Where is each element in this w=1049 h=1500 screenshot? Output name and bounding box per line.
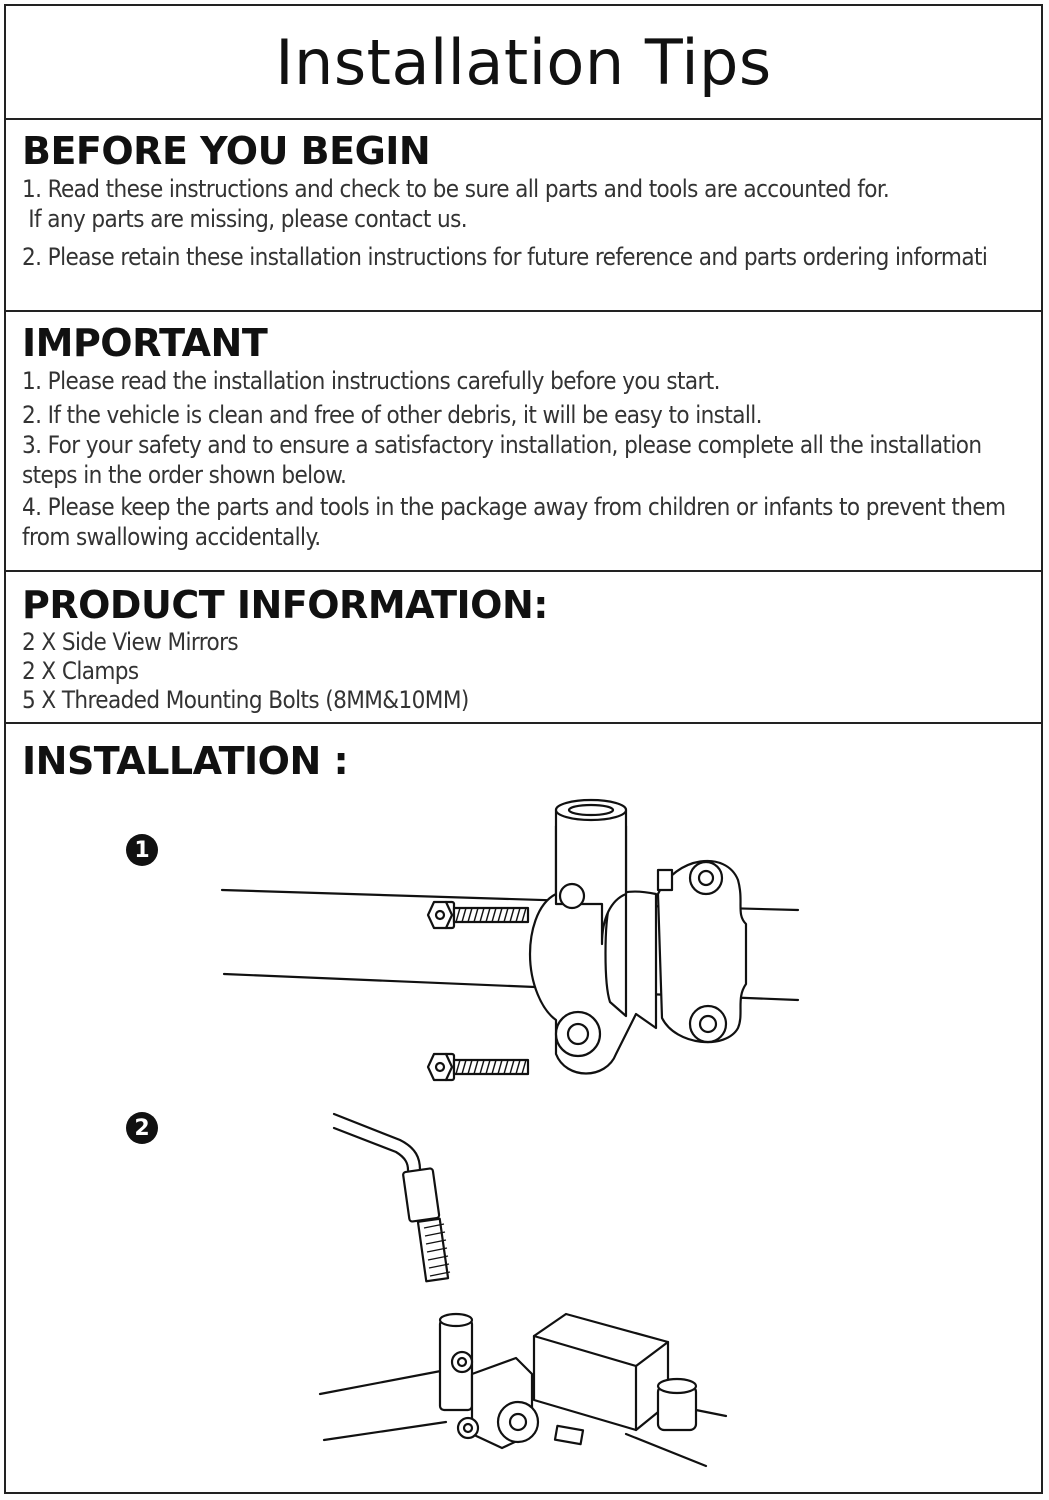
bolt-upper-icon [428, 902, 528, 928]
important-item-1: 1. Please read the installation instructions carefully before you start. [22, 367, 720, 395]
product-information-section [6, 572, 1041, 724]
page-title: Installation Tips [275, 25, 772, 99]
product-item-clamps: 2 X Clamps [22, 657, 139, 685]
before-you-begin-section [6, 120, 1041, 312]
instruction-sheet [4, 4, 1043, 1494]
step-1-badge: 1 [126, 834, 158, 866]
before-you-begin-heading: BEFORE YOU BEGIN [22, 129, 431, 173]
step-2-badge: 2 [126, 1112, 158, 1144]
clamp-bolt-diagram [206, 784, 826, 1094]
important-heading: IMPORTANT [22, 321, 268, 365]
important-section [6, 312, 1041, 572]
product-item-bolts: 5 X Threaded Mounting Bolts (8MM&10MM) [22, 686, 469, 714]
mirror-mount-diagram [306, 1104, 746, 1494]
installation-section [6, 724, 1041, 1494]
before-item-1-continued: If any parts are missing, please contact us. [22, 205, 468, 233]
important-item-3: 3. For your safety and to ensure a satisfactory installation, please complete all the installation steps in the order shown below. [22, 431, 982, 489]
installation-heading: INSTALLATION : [22, 739, 349, 783]
before-item-1: 1. Read these instructions and check to be sure all parts and tools are accounted for. [22, 175, 890, 203]
product-item-mirrors: 2 X Side View Mirrors [22, 628, 238, 656]
product-information-heading: PRODUCT INFORMATION: [22, 583, 548, 627]
important-item-4: 4. Please keep the parts and tools in the package away from children or infants to prevent them from swallowing accidentally. [22, 493, 1006, 551]
bolt-lower-icon [428, 1054, 528, 1080]
title-box [6, 6, 1041, 120]
before-item-2: 2. Please retain these installation instructions for future reference and parts ordering informati [22, 243, 988, 271]
important-item-2: 2. If the vehicle is clean and free of other debris, it will be easy to install. [22, 401, 762, 429]
